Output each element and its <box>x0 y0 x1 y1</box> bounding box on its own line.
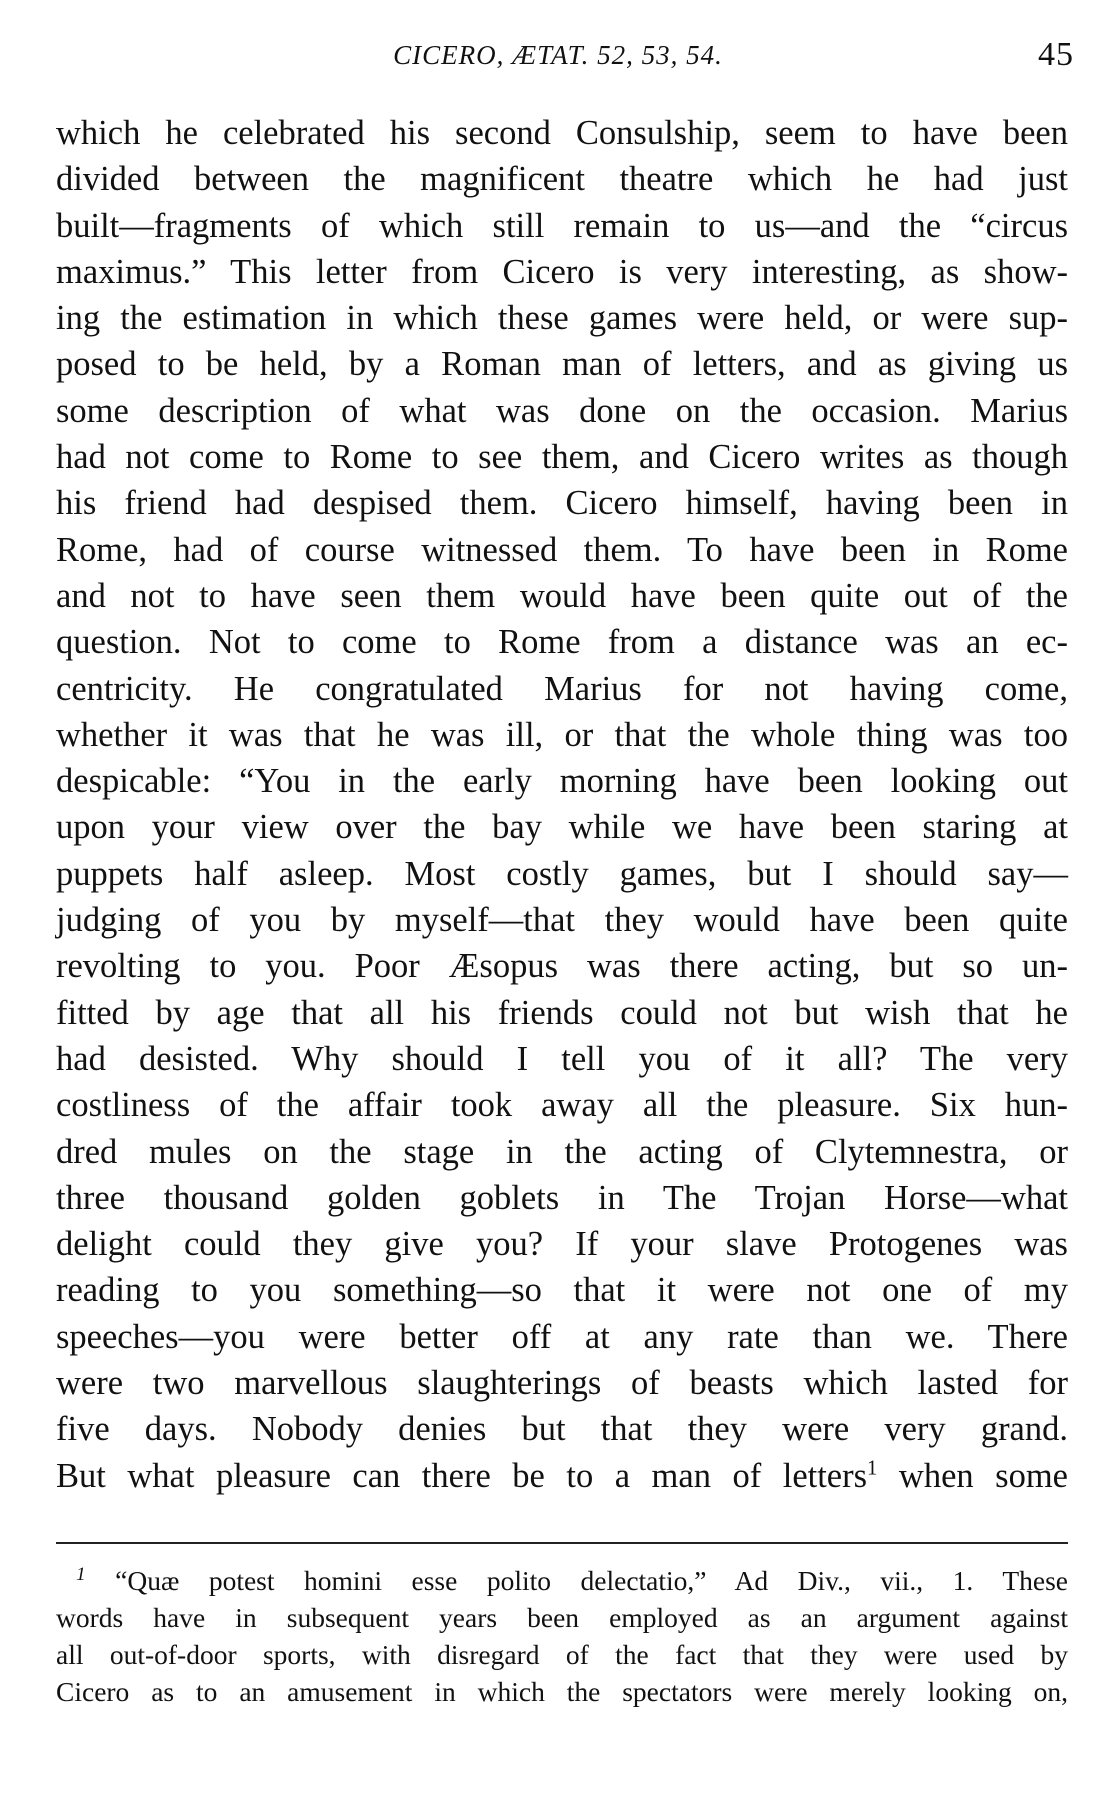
text-line: costliness of the affair took away all the pleasure. Six hun- <box>56 1086 1068 1125</box>
text-line: built—fragments of which still remain to us—and the “circus <box>56 206 1068 245</box>
text-line: ing the estimation in which these games were held, or were sup- <box>56 299 1068 338</box>
text-line: delight could they give you? If your slave Protogenes was <box>56 1225 1068 1264</box>
text-line: whether it was that he was ill, or that the whole thing was too <box>56 715 1068 754</box>
text-line: speeches—you were better off at any rate than we. There <box>56 1317 1068 1356</box>
text-line: five days. Nobody denies but that they were very grand. <box>56 1410 1068 1449</box>
footnote-line <box>56 1562 1068 1599</box>
text-line: reading to you something—so that it were not one of my <box>56 1271 1068 1310</box>
text-line: and not to have seen them would have been quite out of the <box>56 576 1068 615</box>
footnote-line: all out-of-door sports, with disregard of the fact that they were used by <box>56 1639 1068 1670</box>
text-line: which he celebrated his second Consulship, seem to have been <box>56 114 1068 152</box>
text-line: Rome, had of course witnessed them. To have been in Rome <box>56 530 1068 569</box>
body-text <box>56 110 1068 1499</box>
footnote-first-line-text: “Quæ potest homini esse polito delectatio,” Ad Div., vii., 1. These <box>85 1565 1068 1596</box>
footnote-line: words have in subsequent years been employed as an argument against <box>56 1602 1068 1633</box>
text-line-last-after: when some <box>877 1456 1068 1495</box>
text-line-last <box>56 1453 1068 1499</box>
running-title: CICERO, ÆTAT. 52, 53, 54. <box>393 40 723 70</box>
text-line: posed to be held, by a Roman man of letters, and as giving us <box>56 345 1068 384</box>
text-line: question. Not to come to Rome from a distance was an ec- <box>56 623 1068 662</box>
text-line: puppets half asleep. Most costly games, but I should say— <box>56 854 1068 893</box>
text-line: revolting to you. Poor Æsopus was there acting, but so un- <box>56 947 1068 986</box>
footnote-rule <box>56 1542 1068 1544</box>
footnote-marker: 1 <box>76 1563 86 1585</box>
page-number: 45 <box>1038 36 1074 73</box>
text-line: were two marvellous slaughterings of beasts which lasted for <box>56 1364 1068 1403</box>
text-line: upon your view over the bay while we have been staring at <box>56 808 1068 847</box>
text-line: three thousand golden goblets in The Trojan Horse—what <box>56 1178 1068 1217</box>
footnote-reference: 1 <box>867 1457 878 1480</box>
text-line: fitted by age that all his friends could not but wish that he <box>56 993 1068 1032</box>
text-line: dred mules on the stage in the acting of Clytemnestra, or <box>56 1132 1068 1171</box>
footnote-line: Cicero as to an amusement in which the spectators were merely looking on, <box>56 1676 1068 1707</box>
text-line: maximus.” This letter from Cicero is very interesting, as show- <box>56 252 1068 291</box>
text-line: divided between the magnificent theatre which he had just <box>56 160 1068 199</box>
text-line: some description of what was done on the occasion. Marius <box>56 391 1068 430</box>
text-line: despicable: “You in the early morning have been looking out <box>56 762 1068 801</box>
footnote <box>56 1562 1068 1710</box>
text-line: had desisted. Why should I tell you of it all? The very <box>56 1039 1068 1078</box>
running-head <box>0 36 1116 76</box>
text-line: judging of you by myself—that they would have been quite <box>56 901 1068 940</box>
text-line-last-before: But what pleasure can there be to a man of letters <box>56 1456 868 1495</box>
text-line: his friend had despised them. Cicero himself, having been in <box>56 484 1068 523</box>
text-line: had not come to Rome to see them, and Cicero writes as though <box>56 438 1068 477</box>
text-line: centricity. He congratulated Marius for not having come, <box>56 669 1068 708</box>
